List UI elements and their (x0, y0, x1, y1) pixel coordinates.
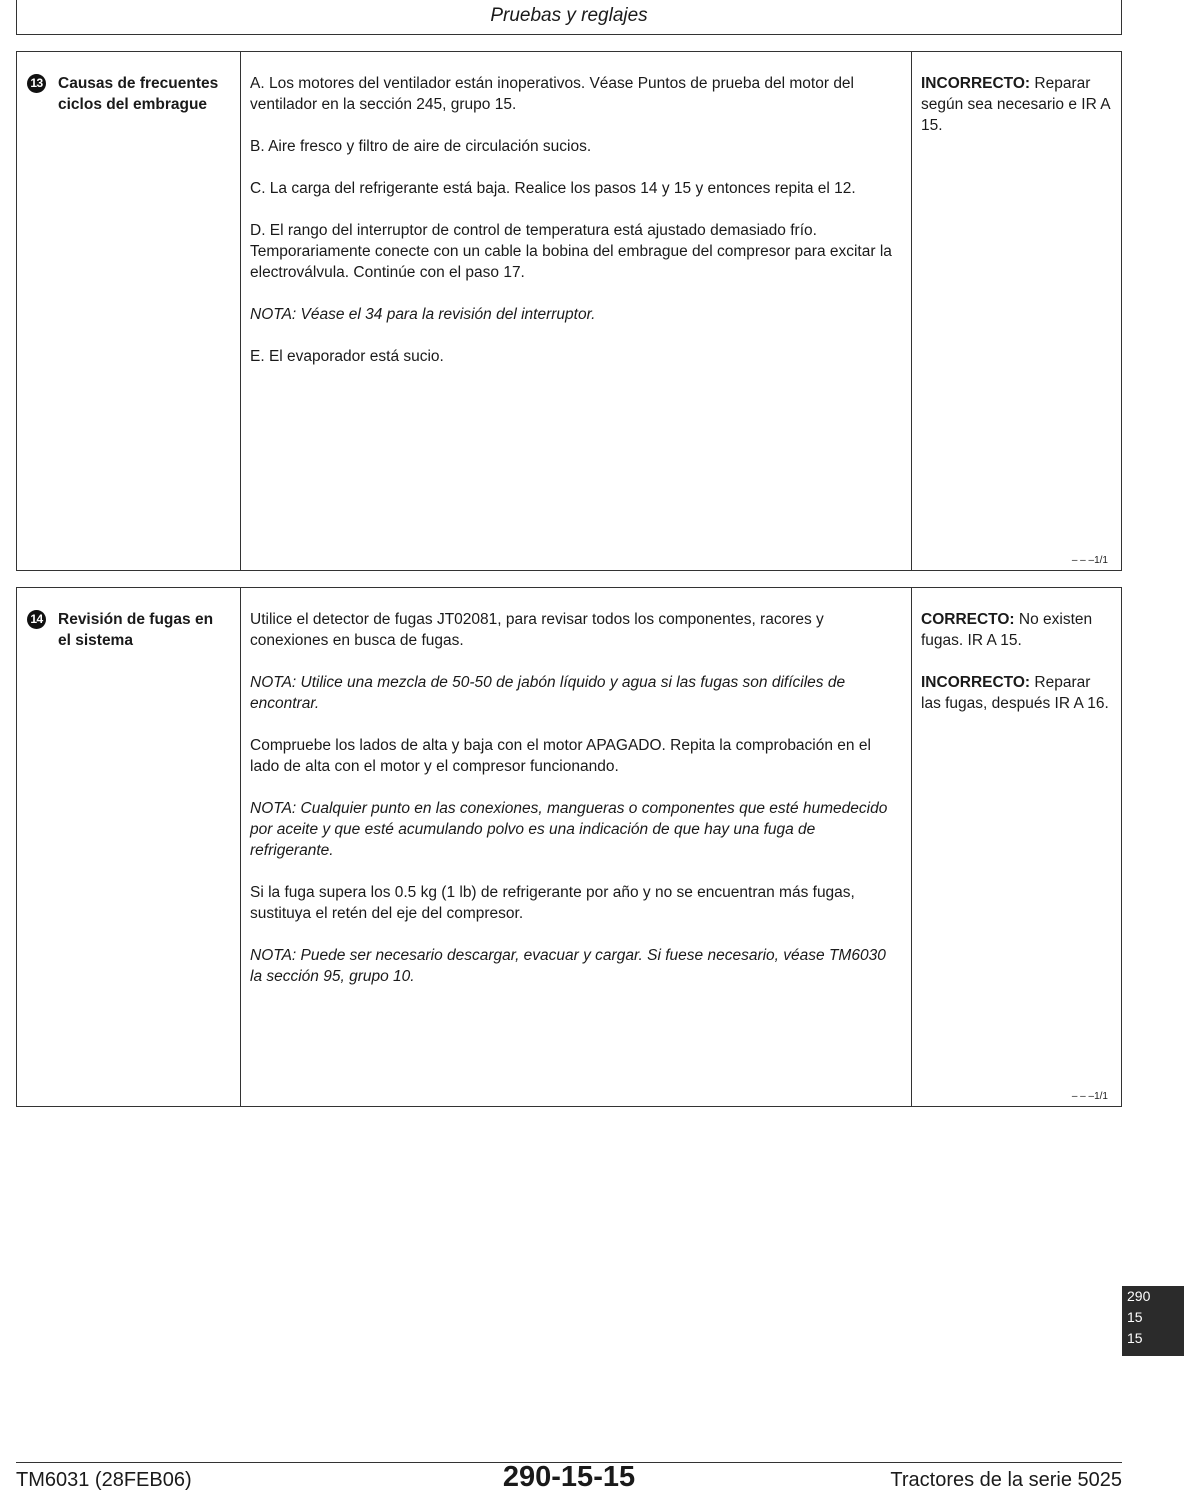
step-procedure-cell (241, 588, 912, 1106)
step-number-badge: 13 (27, 74, 46, 93)
result-incorrect (921, 73, 1113, 136)
step-number-badge: 14 (27, 610, 46, 629)
procedure-note: NOTA: Cualquier punto en las conexiones, mangueras o componentes que esté humedecido por aceite y que esté acumulando polvo es una indicación de que hay una fuga de refrigerante. (250, 800, 888, 859)
footer-manual-id: TM6031 (28FEB06) (16, 1469, 192, 1491)
procedure-note: NOTA: Puede ser necesario descargar, evacuar y cargar. Si fuese necesario, véase TM6030 la sección 95, grupo 10. (250, 947, 886, 985)
procedure-paragraph: C. La carga del refrigerante está baja. Realice los pasos 14 y 15 y entonces repita el 12. (250, 180, 856, 197)
step-14-table (16, 587, 1122, 1107)
result-text: Reparar las fugas, después IR A 16. (921, 674, 1109, 712)
section-tab-group: 15 (1127, 1309, 1143, 1325)
section-tab-section: 290 (1127, 1288, 1151, 1304)
footer-series: Tractores de la serie 5025 (890, 1469, 1122, 1491)
section-tab (1122, 1286, 1184, 1356)
step-title-cell (17, 588, 241, 1106)
procedure-paragraph: Utilice el detector de fugas JT02081, para revisar todos los componentes, racores y conexiones en busca de fugas. (250, 611, 824, 649)
result-label: INCORRECTO: (921, 674, 1031, 691)
step-title: Causas de frecuentes ciclos del embrague (58, 75, 219, 113)
step-procedure-cell (241, 52, 912, 570)
step-13-table (16, 51, 1122, 571)
result-label: INCORRECTO: (921, 75, 1031, 92)
section-tab-page: 15 (1127, 1330, 1143, 1346)
result-text: No existen fugas. IR A 15. (921, 611, 1093, 649)
page-header (16, 0, 1122, 35)
step-title-cell (17, 52, 241, 570)
procedure-note: NOTA: Véase el 34 para la revisión del interruptor. (250, 306, 596, 323)
result-text: Reparar según sea necesario e IR A 15. (921, 75, 1110, 134)
result-incorrect (921, 672, 1113, 714)
sheet-marker: – – –1/1 (1071, 1091, 1108, 1102)
procedure-paragraph: D. El rango del interruptor de control de temperatura está ajustado demasiado frío. Temporariamente conecte con un cable la bobina del embrague del compresor para excitar la electroválvula. Continúe con el paso 17. (250, 222, 892, 281)
header-title: Pruebas y reglajes (490, 5, 648, 26)
procedure-paragraph: Compruebe los lados de alta y baja con el motor APAGADO. Repita la comprobación en el lado de alta con el motor y el compresor funcionando. (250, 737, 871, 775)
step-result-cell (912, 588, 1121, 1106)
sheet-marker: – – –1/1 (1071, 555, 1108, 566)
result-label: CORRECTO: (921, 611, 1015, 628)
step-result-cell (912, 52, 1121, 570)
procedure-paragraph: B. Aire fresco y filtro de aire de circulación sucios. (250, 138, 592, 155)
procedure-note: NOTA: Utilice una mezcla de 50-50 de jabón líquido y agua si las fugas son difíciles de encontrar. (250, 674, 846, 712)
step-title: Revisión de fugas en el sistema (58, 611, 214, 649)
footer-page-number: 290-15-15 (502, 1461, 636, 1493)
result-correct (921, 609, 1113, 651)
procedure-paragraph: E. El evaporador está sucio. (250, 348, 444, 365)
procedure-paragraph: A. Los motores del ventilador están inoperativos. Véase Puntos de prueba del motor del ventilador en la sección 245, grupo 15. (250, 75, 855, 113)
procedure-paragraph: Si la fuga supera los 0.5 kg (1 lb) de refrigerante por año y no se encuentran más fugas, sustituya el retén del eje del compresor. (250, 884, 855, 922)
